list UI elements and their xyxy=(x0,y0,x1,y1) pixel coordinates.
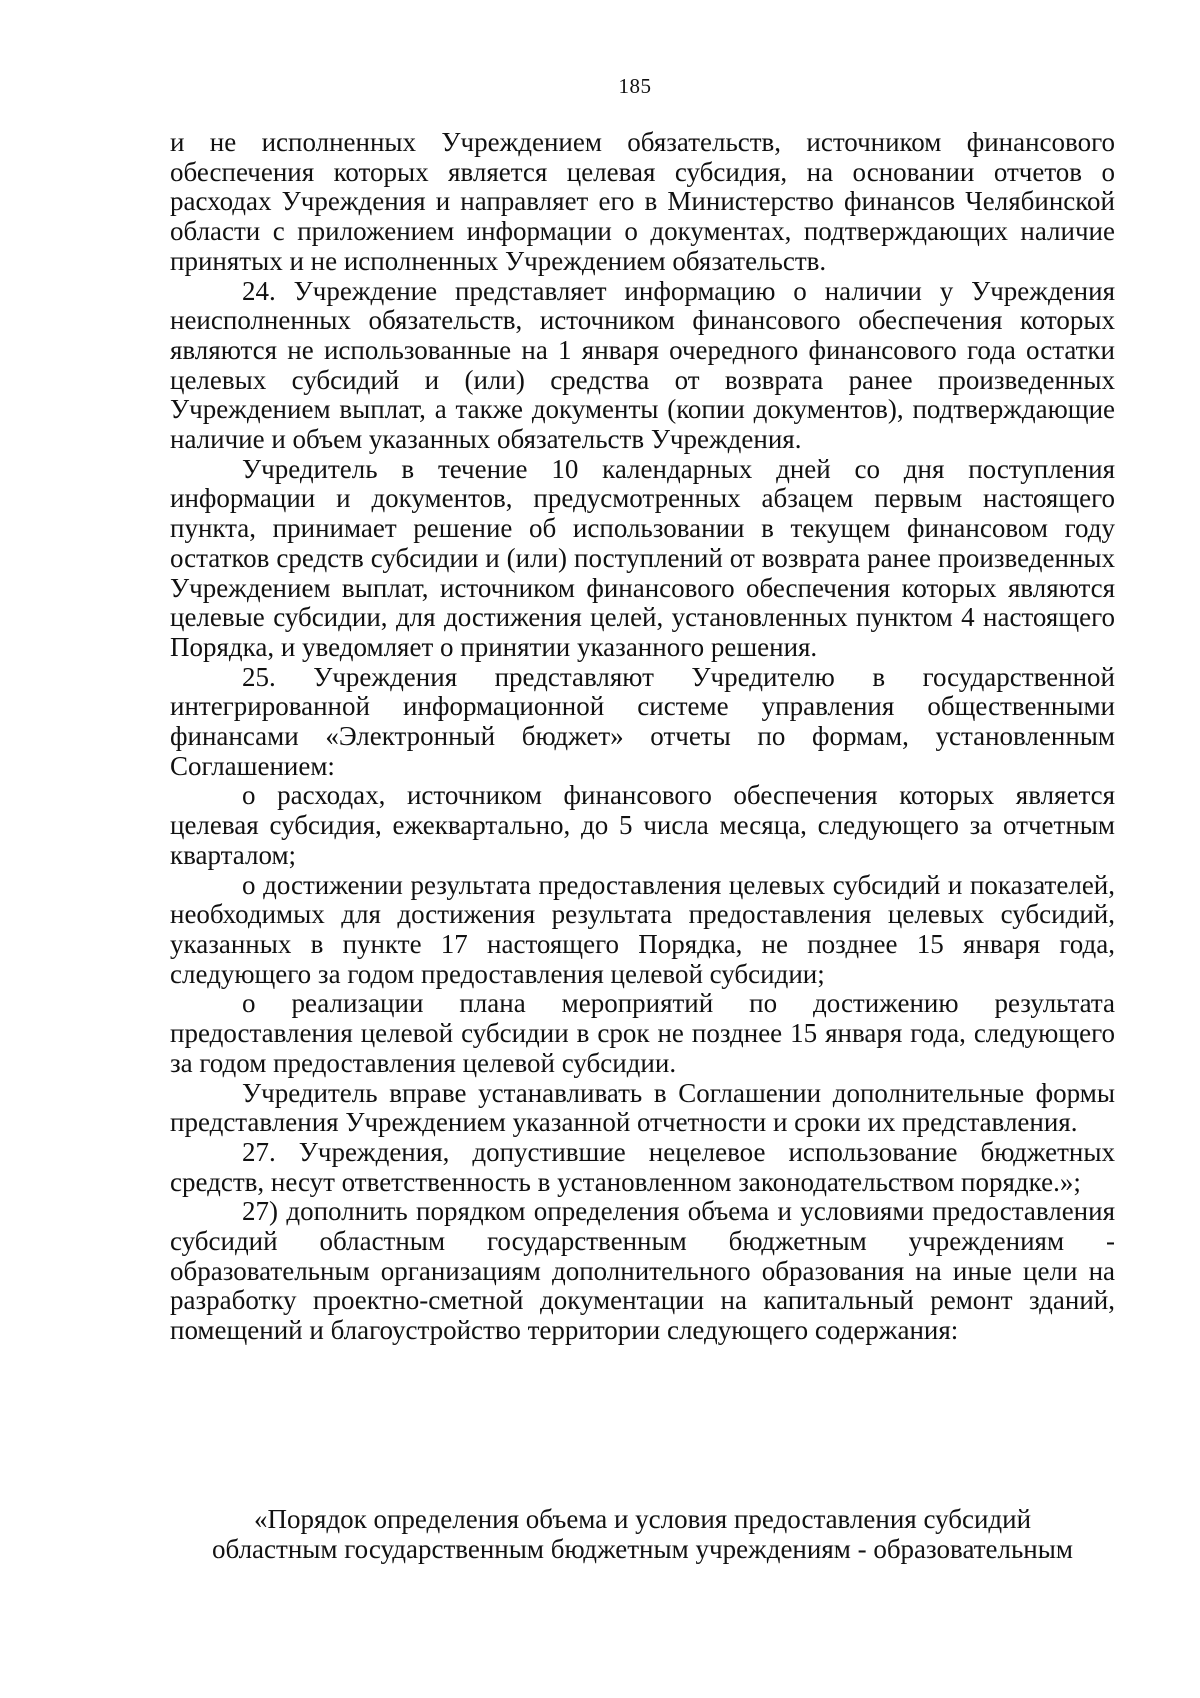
paragraph: 27) дополнить порядком определения объема и условиями предоставления субсидий областным государственным бюджетным учреждениям - образовательным организациям дополнительного образования на иные цели на разработку проектно-сметной документации на капитальный ремонт зданий, помещений и благоустройство территории следующего содержания: xyxy=(170,1196,1115,1346)
section-title-line: областным государственным бюджетным учреждениям - образовательным xyxy=(212,1534,1073,1564)
paragraph: 27. Учреждения, допустившие нецелевое использование бюджетных средств, несут ответственность в установленном законодательством порядке.»; xyxy=(170,1136,1115,1197)
paragraph: о расходах, источником финансового обеспечения которых является целевая субсидия, ежеквартально, до 5 числа месяца, следующего за отчетным кварталом; xyxy=(170,780,1115,870)
section-title-line: «Порядок определения объема и условия предоставления субсидий xyxy=(253,1504,1032,1534)
paragraph: Учредитель вправе устанавливать в Соглашении дополнительные формы представления Учреждением указанной отчетности и сроки их представления. xyxy=(170,1077,1115,1138)
paragraph: и не исполненных Учреждением обязательств, источником финансового обеспечения которых является целевая субсидия, на основании отчетов о расходах Учреждения и направляет его в Министерство финансов Челябинской области с приложением информации о документах, подтверждающих наличие принятых и не исполненных Учреждением обязательств. xyxy=(170,127,1115,276)
paragraph: о реализации плана мероприятий по достижению результата предоставления целевой субсидии в срок не позднее 15 января года, следующего за годом предоставления целевой субсидии. xyxy=(170,988,1115,1078)
section-title xyxy=(170,1504,1115,1564)
body-text xyxy=(170,128,1115,1346)
paragraph: 24. Учреждение представляет информацию о наличии у Учреждения неисполненных обязательств, источником финансового обеспечения которых являются не использованные на 1 января очередного финансового года остатки целевых субсидий и (или) средства от возврата ранее произведенных Учреждением выплат, а также документы (копии документов), подтверждающие наличие и объем указанных обязательств Учреждения. xyxy=(170,275,1115,455)
paragraph: 25. Учреждения представляют Учредителю в государственной интегрированной информационной системе управления общественными финансами «Электронный бюджет» отчеты по формам, установленным Соглашением: xyxy=(170,661,1115,781)
paragraph: Учредитель в течение 10 календарных дней со дня поступления информации и документов, предусмотренных абзацем первым настоящего пункта, принимает решение об использовании в текущем финансовом году остатков средств субсидии и (или) поступлений от возврата ранее произведенных Учреждением выплат, источником финансового обеспечения которых являются целевые субсидии, для достижения целей, установленных пунктом 4 настоящего Порядка, и уведомляет о принятии указанного решения. xyxy=(170,453,1115,662)
paragraph: о достижении результата предоставления целевых субсидий и показателей, необходимых для достижения результата предоставления целевых субсидий, указанных в пункте 17 настоящего Порядка, не позднее 15 января года, следующего за годом предоставления целевой субсидии; xyxy=(170,869,1115,989)
page-number: 185 xyxy=(618,74,652,98)
